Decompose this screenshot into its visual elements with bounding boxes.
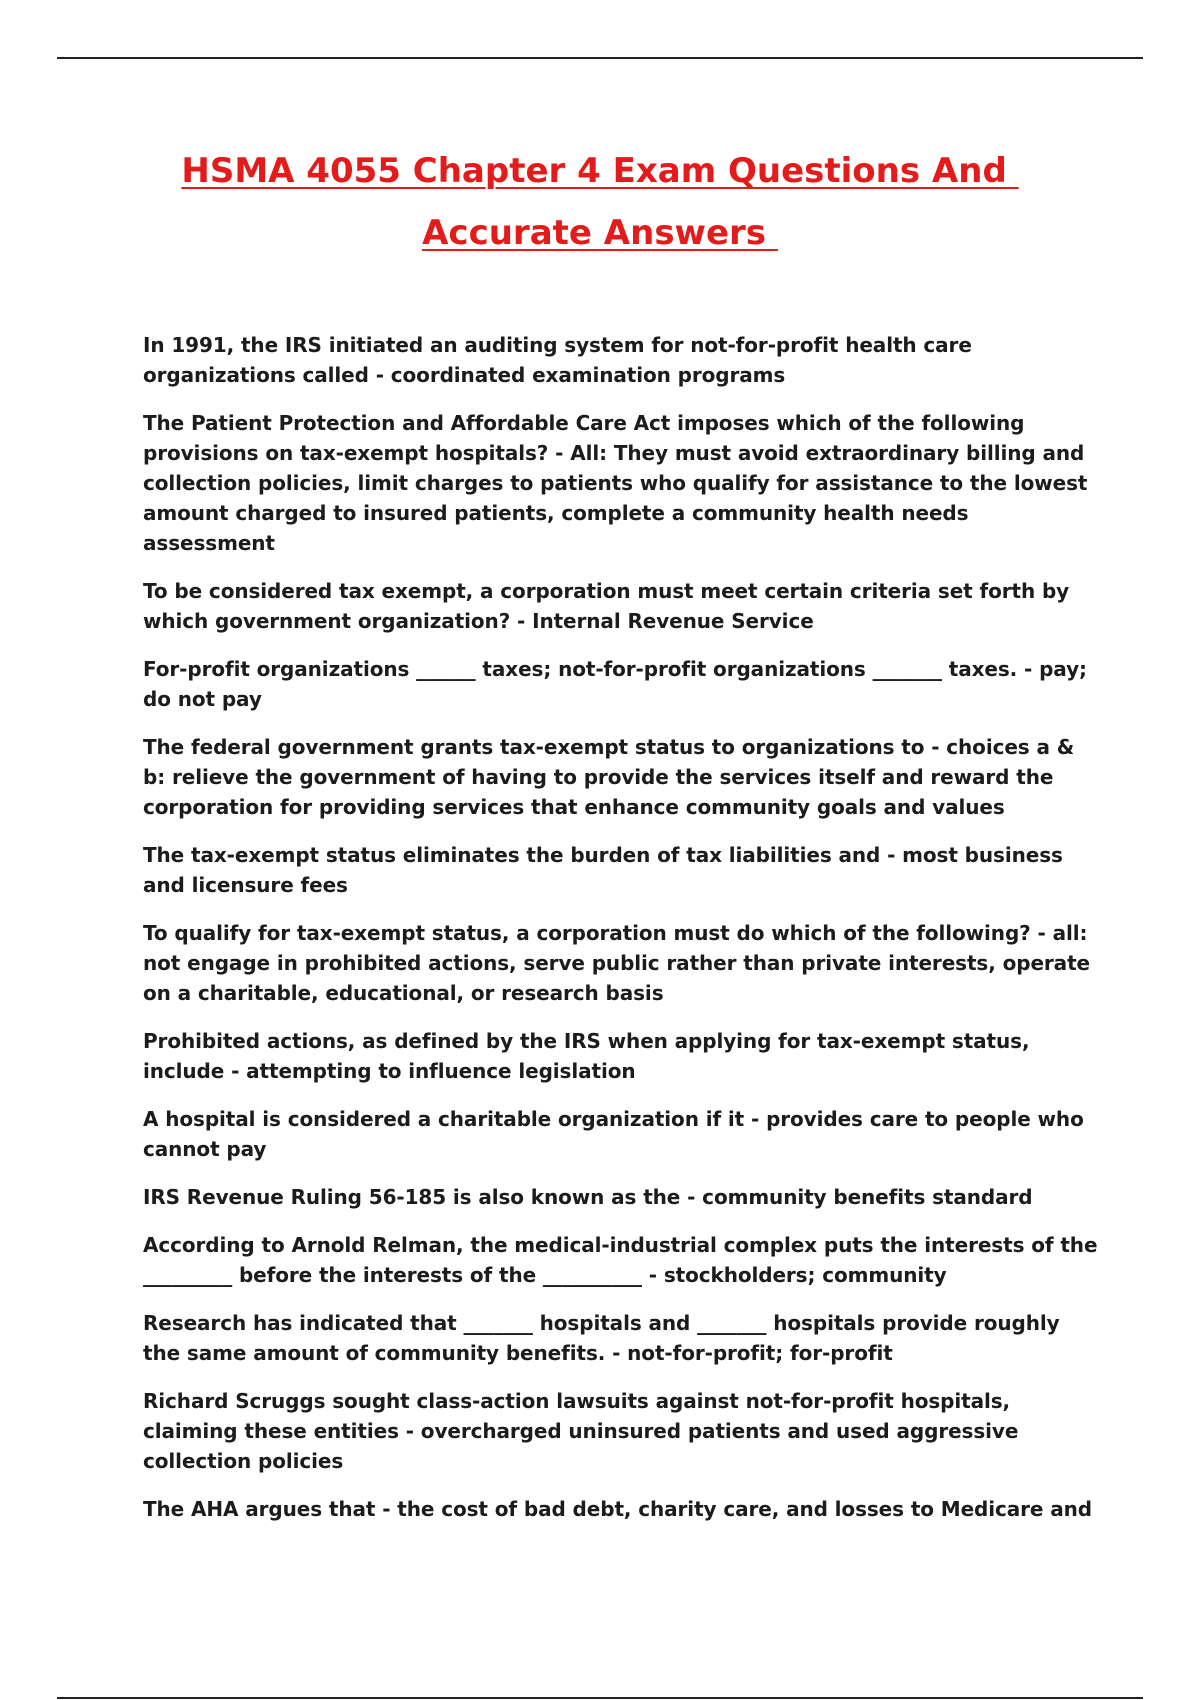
qa-item: A hospital is considered a charitable organization if it - provides care to people who cannot pay [143, 1107, 1084, 1161]
qa-item: The Patient Protection and Affordable Care Act imposes which of the following provisions on tax-exempt hospitals? - All: They must avoid extraordinary billing and collection policies, limit charges to patients who qualify for assistance to the lowest amount charged to insured patients, complete a community health needs assessment [143, 411, 1088, 555]
qa-item: The AHA argues that - the cost of bad debt, charity care, and losses to Medicare and [143, 1497, 1093, 1521]
qa-item: To be considered tax exempt, a corporation must meet certain criteria set forth by which government organization? - Internal Revenue Service [143, 579, 1070, 633]
qa-item: According to Arnold Relman, the medical-industrial complex puts the interests of the _________ before the interests of the __________ - stockholders; community [143, 1233, 1098, 1287]
header-rule [57, 57, 1143, 59]
question-answer-list [143, 330, 1098, 1542]
qa-item: Prohibited actions, as defined by the IRS when applying for tax-exempt status, include - attempting to influence legislation [143, 1029, 1030, 1083]
qa-item: For-profit organizations ______ taxes; not-for-profit organizations _______ taxes. - pay; do not pay [143, 657, 1087, 711]
title-line-1: HSMA 4055 Chapter 4 Exam Questions And [181, 151, 1019, 191]
qa-item: Richard Scruggs sought class-action lawsuits against not-for-profit hospitals, claiming these entities - overcharged uninsured patients and used aggressive collection policies [143, 1389, 1019, 1473]
qa-item: The federal government grants tax-exempt status to organizations to - choices a & b: relieve the government of having to provide the services itself and reward the corporation for providing services that enhance community goals and values [143, 735, 1075, 819]
footer-rule [57, 1697, 1143, 1699]
qa-item: The tax-exempt status eliminates the burden of tax liabilities and - most business and licensure fees [143, 843, 1063, 897]
qa-item: To qualify for tax-exempt status, a corporation must do which of the following? - all: not engage in prohibited actions, serve public rather than private interests, operate on a charitable, educational, or research basis [143, 921, 1090, 1005]
qa-item: IRS Revenue Ruling 56-185 is also known as the - community benefits standard [143, 1185, 1033, 1209]
title-line-2: Accurate Answers [422, 213, 778, 253]
qa-item: In 1991, the IRS initiated an auditing system for not-for-profit health care organizations called - coordinated examination programs [143, 333, 972, 387]
document-title [120, 140, 1080, 264]
qa-item: Research has indicated that _______ hospitals and _______ hospitals provide roughly the same amount of community benefits. - not-for-profit; for-profit [143, 1311, 1060, 1365]
